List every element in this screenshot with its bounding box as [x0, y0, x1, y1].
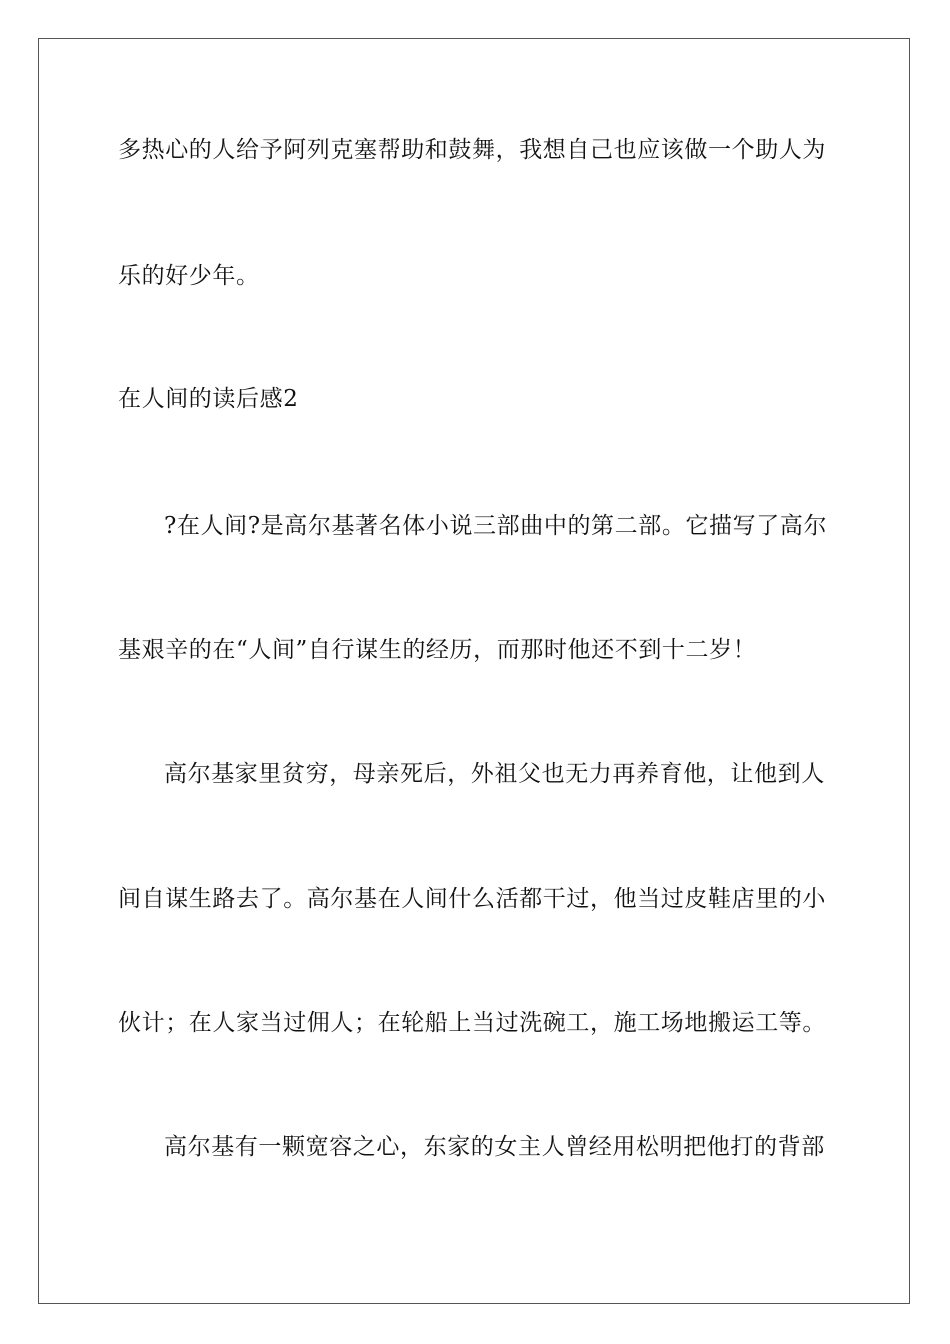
body-text-line: 间自谋生路去了。高尔基在人间什么活都干过，他当过皮鞋店里的小: [118, 886, 826, 912]
body-text-line: ?在人间?是高尔基著名体小说三部曲中的第二部。它描写了高尔: [164, 513, 828, 539]
body-text-line: 乐的好少年。: [118, 263, 260, 289]
body-text-line: 基艰辛的在“人间”自行谋生的经历，而那时他还不到十二岁！: [118, 637, 757, 663]
body-text-line: 多热心的人给予阿列克塞帮助和鼓舞，我想自己也应该做一个助人为: [118, 137, 826, 163]
body-text-line: 伙计；在人家当过佣人；在轮船上当过洗碗工，施工场地搬运工等。: [118, 1010, 826, 1036]
body-text-line: 高尔基家里贫穷，母亲死后，外祖父也无力再养育他，让他到人: [164, 761, 825, 787]
section-heading: 在人间的读后感2: [118, 386, 299, 412]
body-text-line: 高尔基有一颗宽容之心，东家的女主人曾经用松明把他打的背部: [164, 1134, 825, 1160]
page-border: [38, 38, 910, 1304]
